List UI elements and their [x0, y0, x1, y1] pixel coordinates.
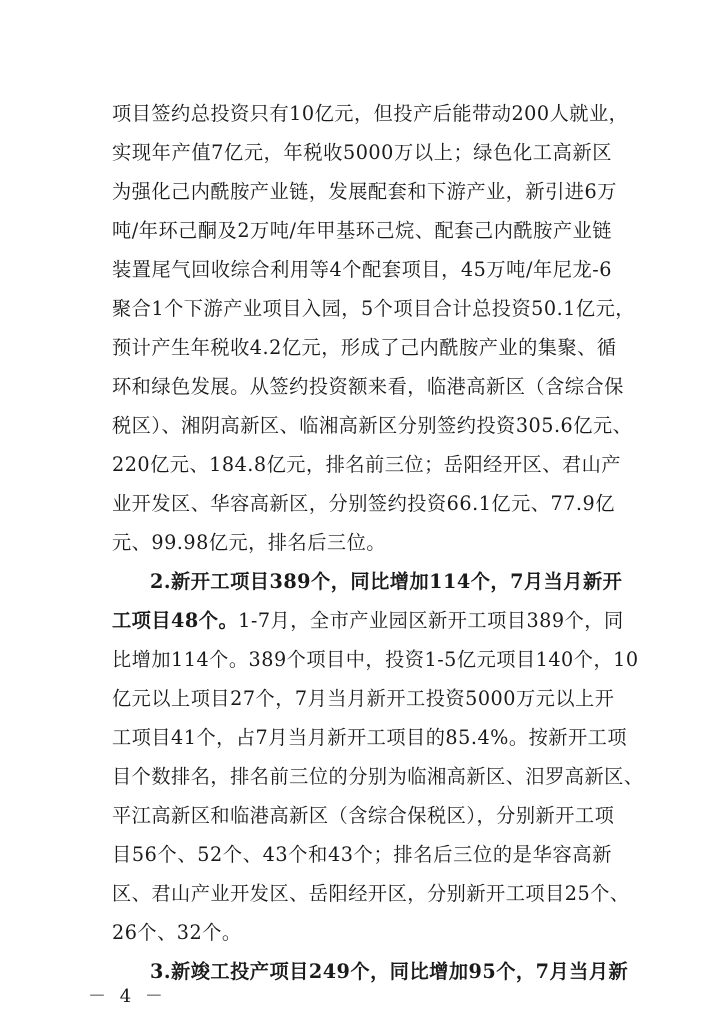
body-line-12: 元、99.98亿元，排名后三位。	[112, 531, 386, 554]
section-heading-3: 3.新竣工投产项目249个，同比增加95个，7月当月新	[150, 960, 629, 983]
body-line-10: 220亿元、184.8亿元，排名前三位；岳阳经开区、君山产	[112, 453, 621, 476]
section-heading-2: 2.新开工项目389个，同比增加114个，7月当月新开	[150, 570, 623, 593]
body-line-16: 亿元以上项目27个，7月当月新开工投资5000万元以上开	[112, 687, 615, 710]
body-line-20: 目56个、52个、43个和43个；排名后三位的是华容高新	[112, 843, 612, 866]
body-line-3: 为强化己内酰胺产业链，发展配套和下游产业，新引进6万	[112, 180, 617, 203]
body-line-18: 目个数排名，排名前三位的分别为临湘高新区、汨罗高新区、	[112, 765, 644, 788]
body-line-4: 吨/年环己酮及2万吨/年甲基环己烷、配套己内酰胺产业链	[112, 219, 612, 242]
body-line-21: 区、君山产业开发区、岳阳经开区，分别新开工项目25个、	[112, 882, 630, 905]
body-line-7: 预计产生年税收4.2亿元，形成了己内酰胺产业的集聚、循	[112, 336, 617, 359]
section-heading-2-cont: 工项目48个。	[112, 609, 239, 632]
body-line-1: 项目签约总投资只有10亿元，但投产后能带动200人就业，	[112, 102, 629, 125]
body-line-19: 平江高新区和临港高新区（含综合保税区），分别新开工项	[112, 804, 615, 827]
body-line-14	[112, 609, 624, 633]
body-line-14-text: 1-7月，全市产业园区新开工项目389个，同	[238, 609, 624, 632]
body-line-5: 装置尾气回收综合利用等4个配套项目，45万吨/年尼龙-6	[112, 258, 612, 281]
page-number: － 4 －	[88, 986, 167, 1007]
body-line-9: 税区）、湘阴高新区、临湘高新区分别签约投资305.6亿元、	[112, 414, 633, 437]
body-line-22: 26个、32个。	[112, 921, 242, 944]
body-line-6: 聚合1个下游产业项目入园，5个项目合计总投资50.1亿元，	[112, 297, 635, 320]
body-line-11: 业开发区、华容高新区，分别签约投资66.1亿元、77.9亿	[112, 492, 615, 515]
body-line-15: 比增加114个。389个项目中，投资1-5亿元项目140个，10	[112, 648, 639, 671]
body-line-2: 实现年产值7亿元，年税收5000万以上；绿色化工高新区	[112, 141, 612, 164]
body-line-8: 环和绿色发展。从签约投资额来看，临港高新区（含综合保	[112, 375, 624, 398]
body-line-17: 工项目41个，占7月当月新开工项目的85.4%。按新开工项	[112, 726, 628, 749]
